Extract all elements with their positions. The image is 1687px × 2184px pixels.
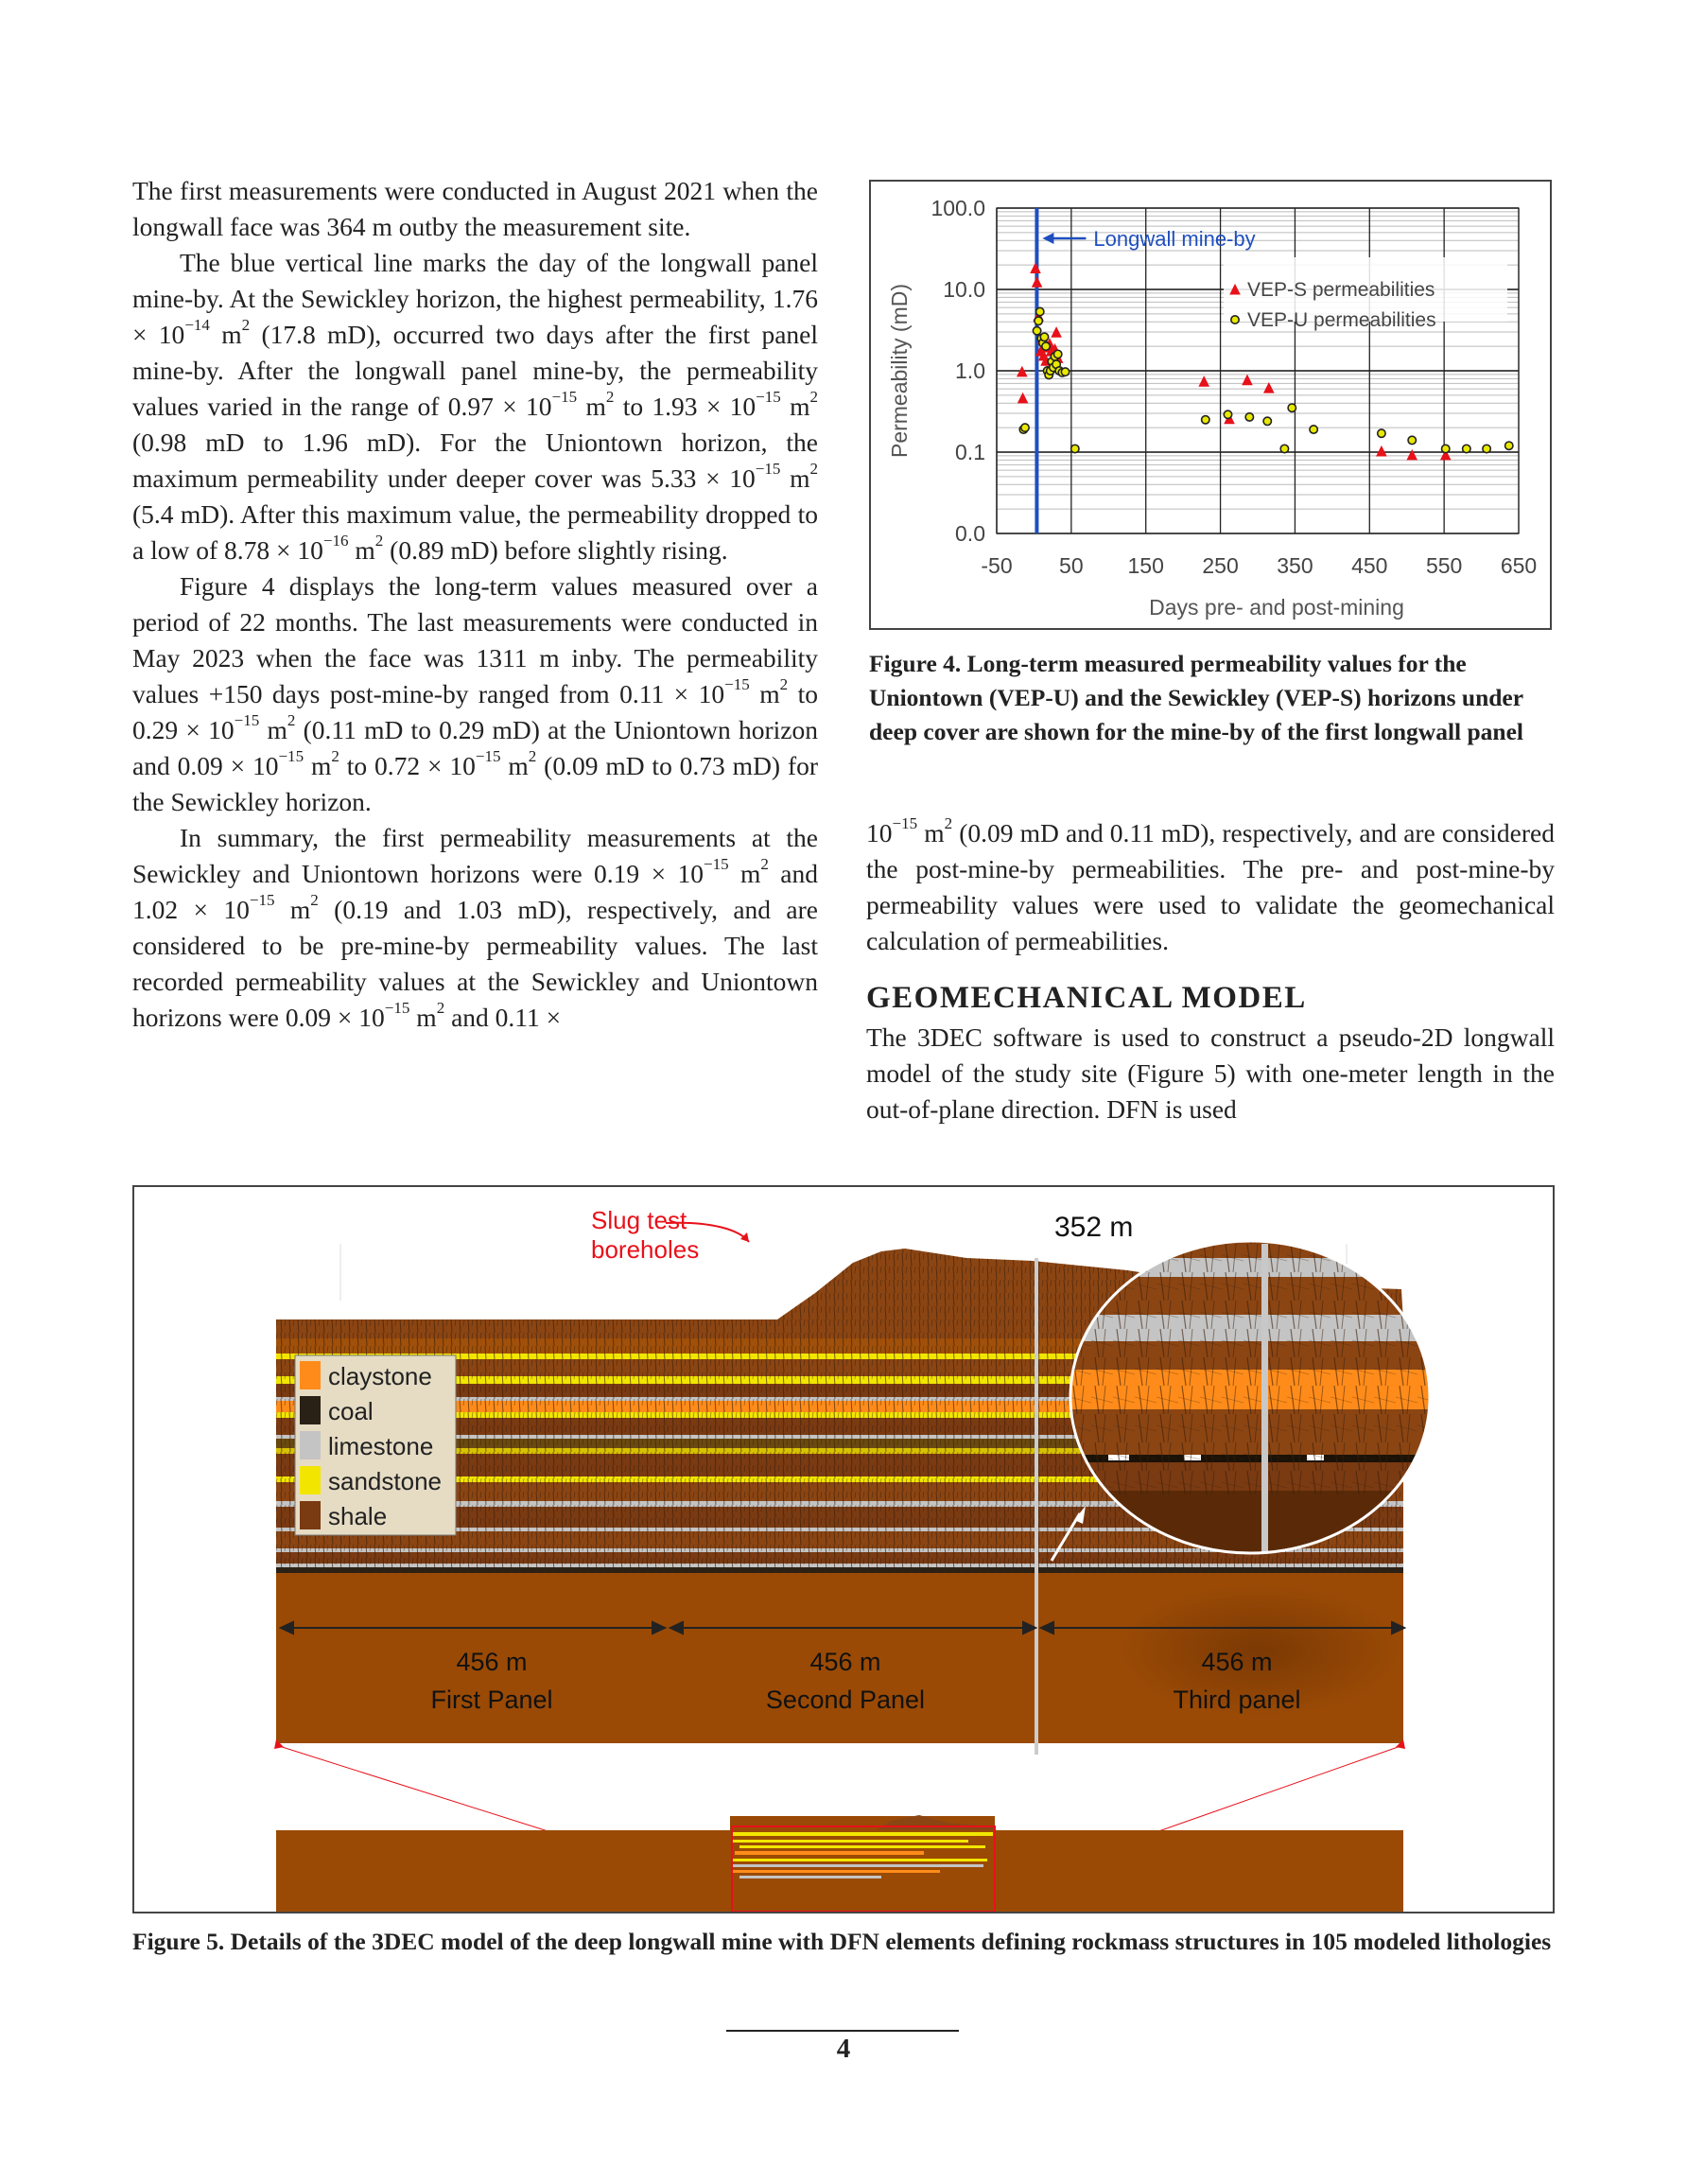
paragraph: $10^{-15}$ $m^2$ (0.09 mD and 0.11 mD), respectively, and are considered the post-mine-by permeabilities. The pre- and post-mine-by permeability values were used to validate the geomechanical calculation of permeabilities. (866, 814, 1556, 955)
data-point-circle (1288, 404, 1296, 411)
panel-name: First Panel (430, 1686, 553, 1714)
y-tick-label: 1.0 (955, 358, 985, 383)
legend-swatch (300, 1466, 321, 1494)
x-tick-label: 450 (1351, 553, 1388, 578)
panel-length: 456 m (456, 1648, 528, 1676)
right-column (866, 815, 1555, 1127)
legend-swatch (300, 1361, 321, 1389)
distance-label: 352 m (1054, 1212, 1134, 1243)
figure-5-caption: Figure 5. Details of the 3DEC model of the deep longwall mine with DFN elements defining rockmass structures in 105 modeled lithologies (132, 1928, 1552, 1955)
legend-swatch (300, 1431, 321, 1459)
data-point-circle (1021, 424, 1029, 431)
data-point-circle (1071, 445, 1079, 452)
panel-name: Second Panel (765, 1686, 926, 1714)
legend-label: coal (328, 1397, 374, 1425)
data-point-triangle (1377, 446, 1386, 456)
figure-5 (132, 1185, 1555, 1913)
legend-swatch (300, 1501, 321, 1529)
data-point-circle (1378, 429, 1385, 437)
paragraph: Figure 4 displays the long-term values measured over a period of 22 months. The last measurements were conducted in May 2023 when the face was 1311 m inby. The permeability values +150 days post-mine-by ranged from $0.11 \times 10^{-15}$ $m^2$ to $0.29 \times 10^{-15}$ $m^2$ (0.11 mD to 0.29 mD) at the Uniontown horizon and $0.09 \times 10^{-15}$ $m^2$ to $0.72 \times 10^{-15}$ $m^2$ (0.09 mD to 0.73 mD) for the Sewickley horizon. (132, 571, 819, 816)
paragraph: In summary, the first permeability measurements at the Sewickley and Uniontown horizons were $0.19 \times 10^{-15}$ $m^2$ and $1.02 \times 10^{-15}$ $m^2$ (0.19 and 1.03 mD), respectively, and are considered to be pre-mine-by permeability values. The last recorded permeability values at the Sewickley and Uniontown horizons were $0.09 \times 10^{-15}$ $m^2$ and 0.11 × (132, 823, 818, 1032)
panel-length: 456 m (809, 1648, 881, 1676)
mine-by-label: Longwall mine-by (1093, 227, 1256, 251)
legend-label: shale (328, 1502, 388, 1530)
x-tick-label: -50 (981, 553, 1013, 578)
left-column (132, 173, 818, 1036)
panel-length: 456 m (1201, 1648, 1273, 1676)
y-tick-label: 10.0 (943, 277, 985, 302)
legend-label: sandstone (328, 1467, 442, 1495)
footer-rule (726, 2030, 959, 2032)
paragraph: The blue vertical line marks the day of the longwall panel mine-by. At the Sewickley horizon, the highest permeability, $1.76 \times 10^{-14}$ $m^2$ (17.8 mD), occurred two days after the first panel mine-by. After the longwall panel mine-by, the permeability values varied in the range of $0.97 \times 10^{-15}$ $m^2$ to $1.93 \times 10^{-15}$ $m^2$ (0.98 mD to 1.96 mD). For the Uniontown horizon, the maximum permeability under deeper cover was $5.33 \times 10^{-15}$ $m^2$ (5.4 mD). After this maximum value, the permeability dropped to a low of $8.78 \times 10^{-16}$ $m^2$ (0.89 mD) before slightly rising. (132, 248, 819, 565)
longwall-model-diagram (134, 1187, 1553, 1912)
data-point-circle (1036, 307, 1044, 315)
x-tick-label: 350 (1277, 553, 1313, 578)
legend-label: VEP-S permeabilities (1247, 279, 1435, 301)
page-number: 4 (836, 2034, 851, 2064)
y-axis-label: Permeability (mD) (887, 283, 912, 459)
data-point-triangle (1018, 393, 1028, 403)
legend-marker-circle (1231, 316, 1239, 323)
y-tick-label: 100.0 (930, 196, 985, 220)
data-point-triangle (1243, 376, 1252, 385)
x-tick-label: 250 (1202, 553, 1239, 578)
data-point-circle (1033, 327, 1040, 335)
x-tick-label: 650 (1500, 553, 1538, 578)
data-point-circle (1310, 426, 1317, 433)
data-point-circle (1040, 333, 1048, 341)
legend-label: limestone (328, 1432, 434, 1460)
figure-4 (869, 180, 1552, 630)
borehole-label: boreholes (591, 1235, 700, 1264)
y-tick-label: 0.0 (955, 521, 985, 546)
panel-name: Third panel (1173, 1686, 1301, 1714)
mine-by-annotation (1042, 227, 1255, 251)
data-point-triangle (1017, 367, 1027, 376)
data-point-circle (1442, 445, 1450, 452)
borehole-label: Slug test (591, 1206, 687, 1234)
section-heading: GEOMECHANICAL MODEL (866, 981, 1307, 1015)
lithology-legend (295, 1355, 456, 1535)
data-point-circle (1280, 445, 1288, 452)
x-tick-label: 150 (1127, 553, 1164, 578)
x-tick-label: 550 (1425, 553, 1463, 578)
data-point-circle (1505, 442, 1513, 449)
data-point-circle (1263, 417, 1271, 425)
data-point-circle (1035, 317, 1042, 324)
data-point-triangle (1199, 376, 1209, 386)
paragraph: The 3DEC software is used to construct a pseudo-2D longwall model of the study site (Figure 5) with one-meter length in the out-of-plane direction. DFN is used (866, 1022, 1555, 1124)
data-point-triangle (1033, 277, 1042, 287)
figure-4-caption: Figure 4. Long-term measured permeability values for the Uniontown (VEP-U) and the Sewickley (VEP-S) horizons under deep cover are shown for the mine-by of the first longwall panel (869, 650, 1523, 745)
data-point-triangle (1264, 383, 1274, 393)
data-point-circle (1408, 436, 1416, 444)
data-point-circle (1061, 368, 1069, 376)
y-tick-label: 0.1 (955, 440, 985, 464)
permeability-chart (871, 182, 1550, 628)
x-tick-label: 50 (1059, 553, 1084, 578)
data-point-circle (1053, 350, 1061, 358)
data-point-circle (1483, 445, 1490, 452)
data-point-circle (1245, 413, 1253, 421)
legend-label: VEP-U permeabilities (1247, 309, 1436, 331)
model-overview (274, 1739, 1405, 1912)
data-point-circle (1463, 445, 1470, 452)
x-axis-label: Days pre- and post-mining (1149, 595, 1404, 620)
data-point-circle (1042, 342, 1050, 350)
paragraph: The first measurements were conducted in August 2021 when the longwall face was 364 m outby the measurement site. (132, 176, 818, 241)
data-point-circle (1202, 416, 1209, 424)
legend-label: claystone (328, 1362, 432, 1390)
legend-swatch (300, 1396, 321, 1424)
chart-legend (1224, 257, 1507, 331)
data-point-circle (1224, 411, 1231, 418)
